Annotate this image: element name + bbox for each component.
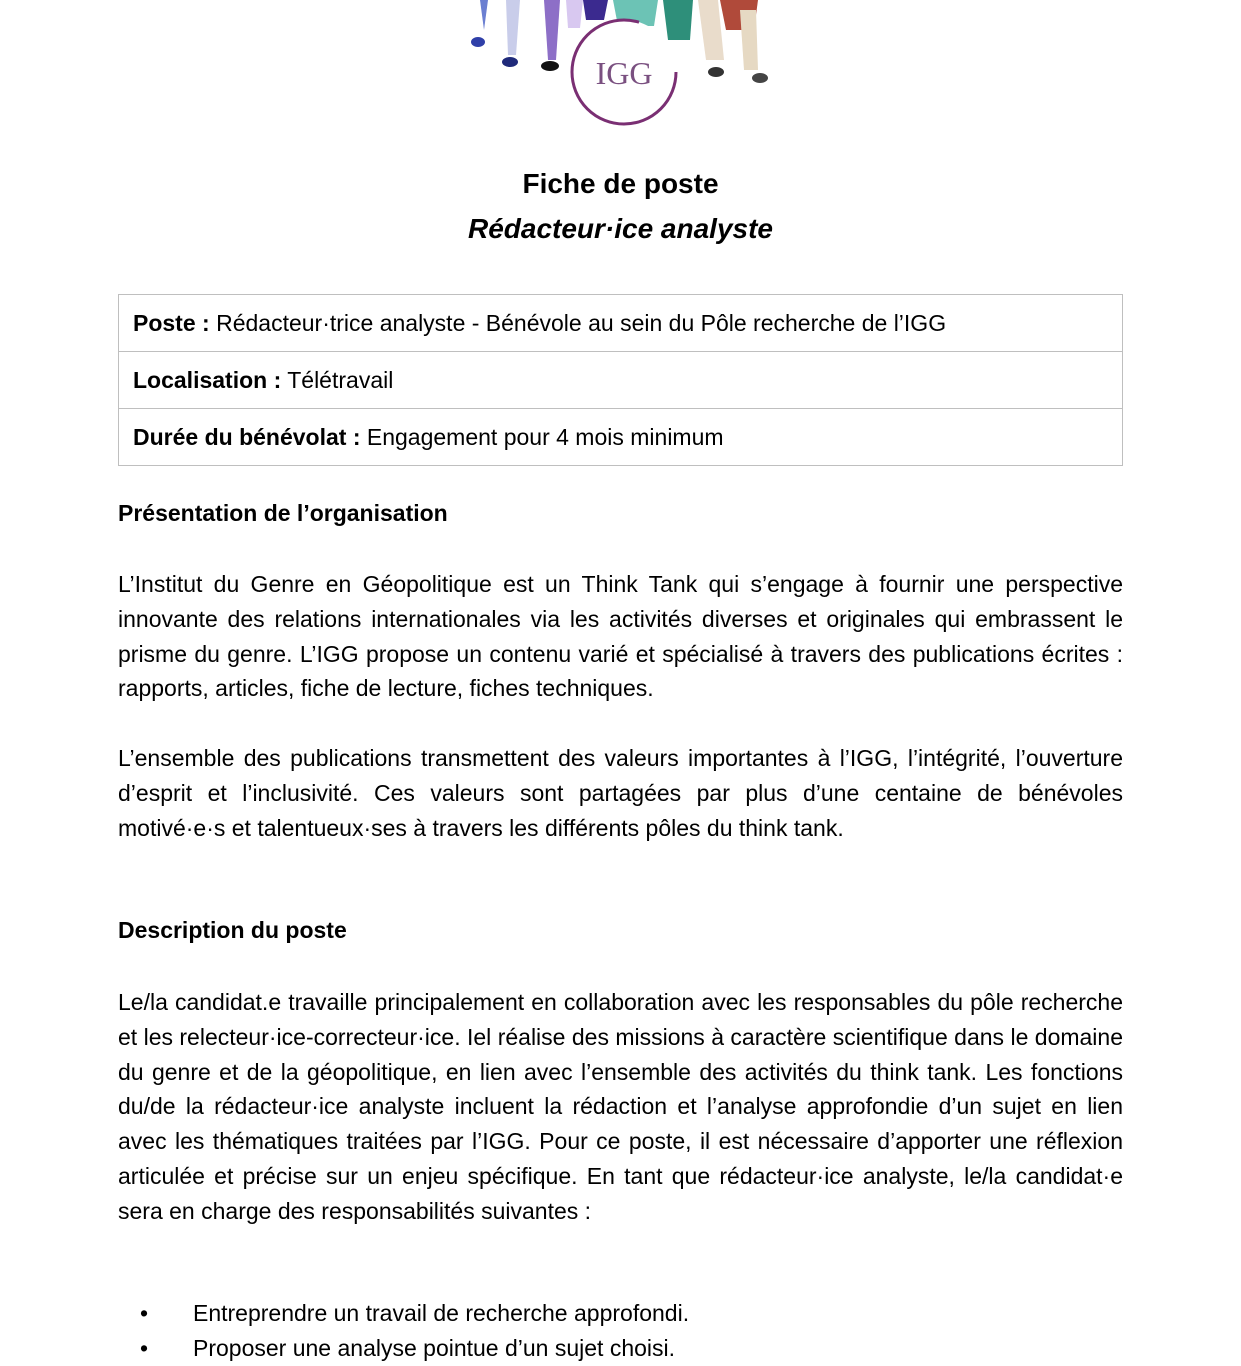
list-item: • Proposer une analyse pointue d’un sujet choisi.: [118, 1331, 1123, 1366]
job-info-table: [118, 294, 1123, 466]
igg-logo: [458, 0, 778, 130]
info-value: Engagement pour 4 mois minimum: [366, 423, 724, 450]
info-value: Télétravail: [287, 366, 394, 393]
svg-text:IGG: IGG: [595, 55, 653, 91]
description-paragraph-1: Le/la candidat.e travaille principalement en collaboration avec les responsables du pôle recherche et les relecteur·ice-correcteur·ice. Iel réalise des missions à caractère scientifique dans le domaine du genre et de la géopolitique, en lien avec l’ensemble des activités du think tank. Les fonctions du/de la rédacteur·ice analyste incluent la rédaction et l’analyse approfondie d’un sujet en lien avec les thématiques traitées par l’IGG. Pour ce poste, il est nécessaire d’apporter une réflexion articulée et précise sur un enjeu spécifique. En tant que rédacteur·ice analyste, le/la candidat·e sera en charge des responsabilités suivantes :: [118, 989, 1123, 1224]
page-title: Fiche de poste: [522, 168, 719, 199]
bullet-icon: •: [140, 1334, 149, 1361]
page-subtitle: Rédacteur·ice analyste: [467, 213, 774, 244]
presentation-paragraph-2: L’ensemble des publications transmettent des valeurs importantes à l’IGG, l’intégrité, l’ouverture d’esprit et l’inclusivité. Ces valeurs sont partagées par plus d’une centaine de bénévoles motivé·e·s et talentueux·ses à travers les différents pôles du think tank.: [118, 745, 1123, 841]
list-item: • Entreprendre un travail de recherche approfondi.: [118, 1296, 1123, 1331]
presentation-paragraph-1: L’Institut du Genre en Géopolitique est un Think Tank qui s’engage à fournir une perspective innovante des relations internationales via les activités diverses et originales qui embrassent le prisme du genre. L’IGG propose un contenu varié et spécialisé à travers des publications écrites : rapports, articles, fiche de lecture, fiches techniques.: [118, 571, 1123, 702]
info-label: Durée du bénévolat :: [133, 423, 361, 450]
info-label: Localisation :: [133, 366, 282, 393]
table-row: [119, 409, 1123, 466]
responsibilities-list: [118, 1296, 1123, 1366]
section-heading-description: Description du poste: [118, 917, 347, 943]
table-row: [119, 352, 1123, 409]
info-value: Rédacteur·trice analyste - Bénévole au sein du Pôle recherche de l’IGG: [216, 309, 947, 336]
section-heading-presentation: Présentation de l’organisation: [118, 500, 448, 526]
table-row: [119, 295, 1123, 352]
bullet-icon: •: [140, 1300, 149, 1326]
info-label: Poste :: [133, 309, 210, 336]
